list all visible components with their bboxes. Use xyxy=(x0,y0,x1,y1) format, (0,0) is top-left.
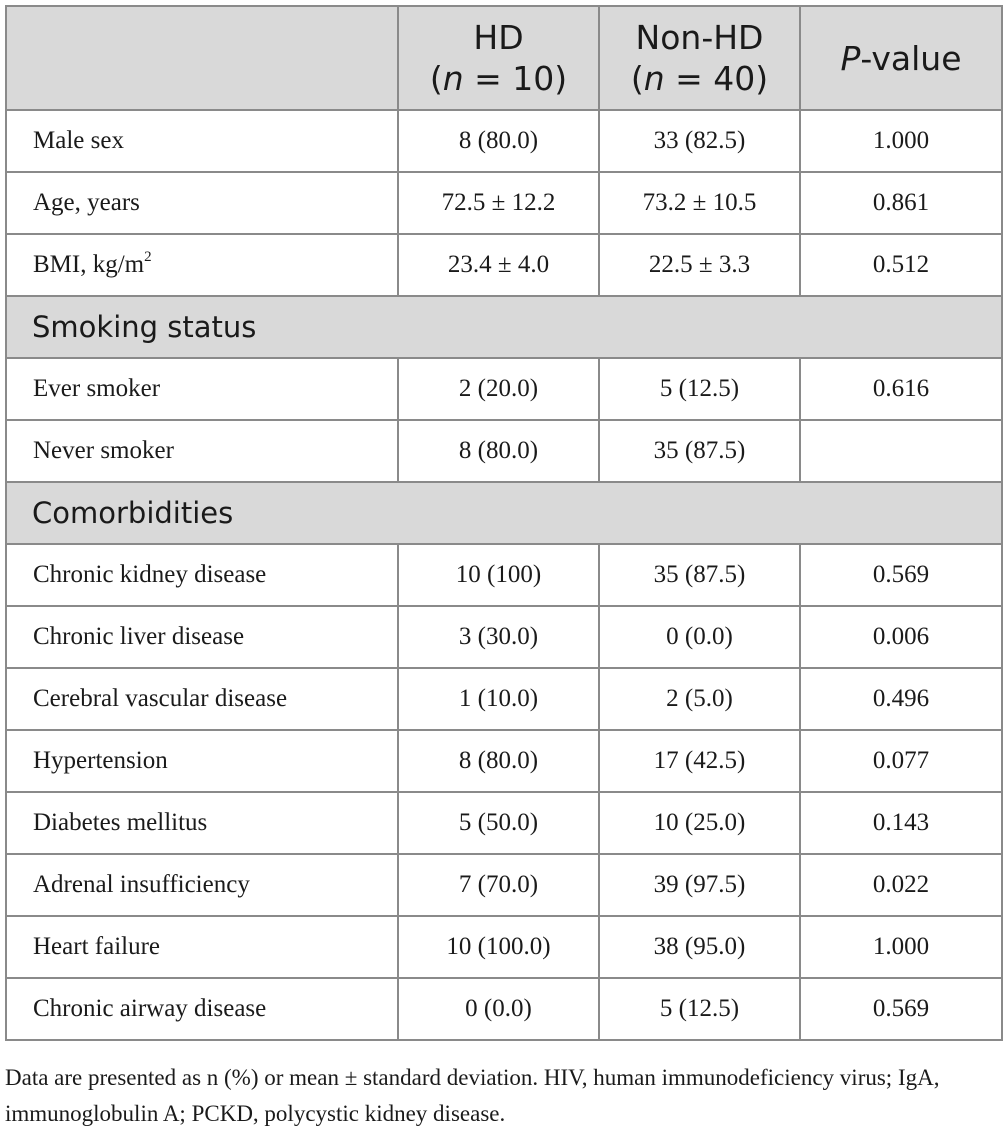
p-value: 0.022 xyxy=(800,854,1002,916)
p-value: 0.861 xyxy=(800,172,1002,234)
hd-value: 3 (30.0) xyxy=(398,606,599,668)
sample-size-n: n xyxy=(643,59,665,98)
non-hd-value: 73.2 ± 10.5 xyxy=(599,172,800,234)
hd-value: 1 (10.0) xyxy=(398,668,599,730)
hd-value: 8 (80.0) xyxy=(398,420,599,482)
header-non-hd xyxy=(599,6,800,110)
sample-size-n: n xyxy=(442,59,464,98)
table-row xyxy=(6,916,1002,978)
header-empty-cell xyxy=(6,6,398,110)
header-non-hd-n: (n = 40) xyxy=(630,59,769,98)
non-hd-value: 17 (42.5) xyxy=(599,730,800,792)
general-rows xyxy=(6,110,1002,296)
hd-value: 72.5 ± 12.2 xyxy=(398,172,599,234)
section-row-comorbidities xyxy=(6,482,1002,544)
non-hd-value: 5 (12.5) xyxy=(599,978,800,1040)
non-hd-value: 5 (12.5) xyxy=(599,358,800,420)
hd-value: 2 (20.0) xyxy=(398,358,599,420)
non-hd-value: 35 (87.5) xyxy=(599,544,800,606)
p-value: 0.569 xyxy=(800,978,1002,1040)
row-label: Age, years xyxy=(6,172,398,234)
hd-value: 0 (0.0) xyxy=(398,978,599,1040)
header-non-hd-title: Non-HD xyxy=(635,18,764,57)
p-value: 0.616 xyxy=(800,358,1002,420)
hd-value: 10 (100) xyxy=(398,544,599,606)
table-footnote: Data are presented as n (%) or mean ± standard deviation. HIV, human immunodeficiency virus; IgA, immunoglobulin A; PCKD, polycystic kidney disease. xyxy=(5,1065,940,1126)
non-hd-value: 22.5 ± 3.3 xyxy=(599,234,800,296)
p-value: 0.006 xyxy=(800,606,1002,668)
row-label: Chronic kidney disease xyxy=(6,544,398,606)
table-row xyxy=(6,172,1002,234)
hd-value: 8 (80.0) xyxy=(398,110,599,172)
comorbidity-rows xyxy=(6,544,1002,1040)
baseline-characteristics-table xyxy=(5,5,1003,1041)
table-row xyxy=(6,544,1002,606)
smoking-rows xyxy=(6,358,1002,482)
hd-value: 23.4 ± 4.0 xyxy=(398,234,599,296)
row-label: Never smoker xyxy=(6,420,398,482)
table-row xyxy=(6,358,1002,420)
hd-value: 10 (100.0) xyxy=(398,916,599,978)
row-label: Cerebral vascular disease xyxy=(6,668,398,730)
p-value: 0.512 xyxy=(800,234,1002,296)
table-row xyxy=(6,668,1002,730)
row-label-text: BMI, kg/m xyxy=(33,251,145,278)
section-title-comorbidities: Comorbidities xyxy=(6,482,1002,544)
table-row xyxy=(6,854,1002,916)
non-hd-value: 38 (95.0) xyxy=(599,916,800,978)
section-title-smoking: Smoking status xyxy=(6,296,1002,358)
header-hd-title: HD xyxy=(473,18,524,57)
table-row xyxy=(6,234,1002,296)
non-hd-value: 2 (5.0) xyxy=(599,668,800,730)
table-header-row xyxy=(6,6,1002,110)
non-hd-value: 0 (0.0) xyxy=(599,606,800,668)
table-row xyxy=(6,420,1002,482)
row-label: Heart failure xyxy=(6,916,398,978)
p-value xyxy=(800,420,1002,482)
section-row-smoking xyxy=(6,296,1002,358)
header-hd xyxy=(398,6,599,110)
row-label: Chronic liver disease xyxy=(6,606,398,668)
row-label-superscript: 2 xyxy=(144,249,152,265)
row-label xyxy=(6,234,398,296)
hd-value: 5 (50.0) xyxy=(398,792,599,854)
table-row xyxy=(6,110,1002,172)
p-value: 0.569 xyxy=(800,544,1002,606)
row-label: Adrenal insufficiency xyxy=(6,854,398,916)
non-hd-value: 33 (82.5) xyxy=(599,110,800,172)
hd-value: 8 (80.0) xyxy=(398,730,599,792)
row-label: Chronic airway disease xyxy=(6,978,398,1040)
non-hd-value: 39 (97.5) xyxy=(599,854,800,916)
p-value: 0.077 xyxy=(800,730,1002,792)
row-label: Hypertension xyxy=(6,730,398,792)
table-row xyxy=(6,606,1002,668)
p-value: 0.143 xyxy=(800,792,1002,854)
hd-value: 7 (70.0) xyxy=(398,854,599,916)
non-hd-value: 10 (25.0) xyxy=(599,792,800,854)
header-hd-n: (n = 10) xyxy=(429,59,568,98)
table-row xyxy=(6,792,1002,854)
header-p-suffix: -value xyxy=(860,38,962,78)
row-label: Diabetes mellitus xyxy=(6,792,398,854)
table-row xyxy=(6,978,1002,1040)
p-value: 1.000 xyxy=(800,110,1002,172)
row-label: Male sex xyxy=(6,110,398,172)
p-value: 1.000 xyxy=(800,916,1002,978)
row-label: Ever smoker xyxy=(6,358,398,420)
table-row xyxy=(6,730,1002,792)
p-value: 0.496 xyxy=(800,668,1002,730)
header-p-letter: P xyxy=(840,38,861,78)
non-hd-value: 35 (87.5) xyxy=(599,420,800,482)
header-p-value xyxy=(800,6,1002,110)
